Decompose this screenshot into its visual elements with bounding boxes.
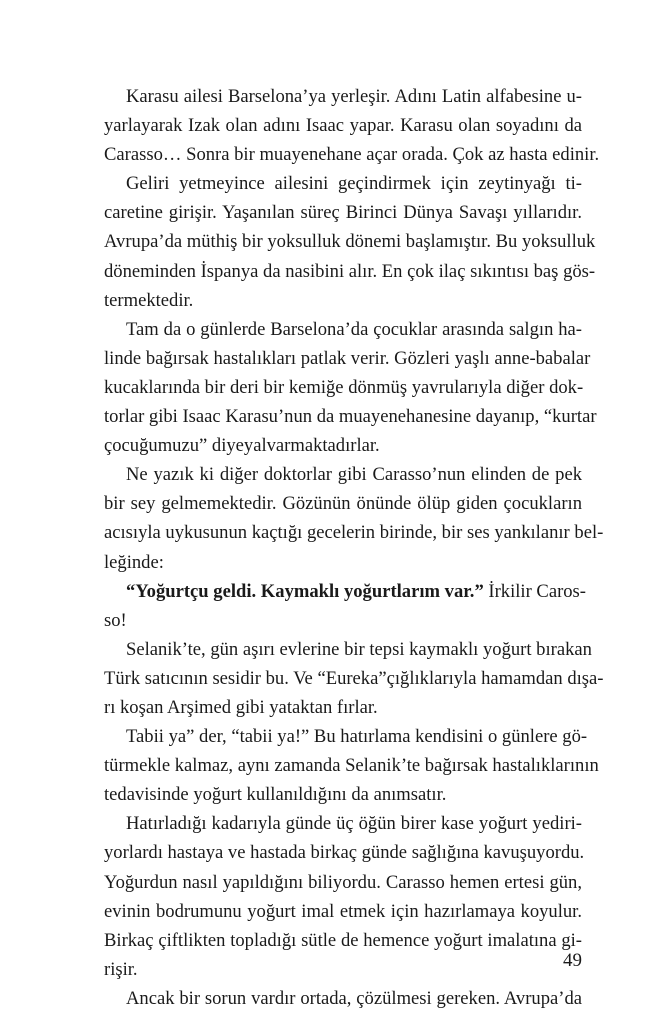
text-line: [104, 577, 586, 606]
text-line: [104, 111, 582, 140]
bold-quote: “Yoğurtçu geldi. Kaymaklı yoğurtlarım var.”: [126, 580, 484, 602]
text-line: [104, 809, 582, 838]
text-line: [104, 198, 582, 227]
text-line: [104, 431, 582, 460]
text-line: [104, 868, 582, 897]
text-line: [104, 693, 582, 722]
line-text: yorlardı hastaya ve hastada birkaç günde sağlığına kavuşuyordu.: [104, 842, 585, 864]
line-text: kucaklarında bir deri bir kemiğe dönmüş yavrularıyla diğer dok-: [104, 376, 584, 398]
line-text: bir sey gelmemektedir. Gözünün önünde ölüp giden çocukların: [104, 493, 582, 515]
line-text: Ancak bir sorun vardır ortada, çözülmesi gereken. Avrupa’da: [126, 987, 582, 1009]
line-text: tedavisinde yoğurt kullanıldığını da anımsatır.: [104, 784, 447, 806]
text-line: [104, 606, 582, 635]
text-line: [104, 780, 582, 809]
line-text: türmekle kalmaz, aynı zamanda Selanik’te bağırsak hastalıklarının: [104, 755, 599, 777]
text-line: [104, 169, 582, 198]
text-line: [104, 286, 582, 315]
line-text: Carasso… Sonra bir muayenehane açar orada. Çok az hasta edinir.: [104, 144, 600, 166]
line-text: Avrupa’da müthiş bir yoksulluk dönemi başlamıştır. Bu yoksulluk: [104, 231, 596, 253]
line-text: yarlayarak Izak olan adını Isaac yapar. Karasu olan soyadını da: [104, 115, 582, 137]
text-line: [104, 897, 582, 926]
text-line: [104, 257, 596, 286]
line-text: Hatırladığı kadarıyla günde üç öğün birer kase yoğurt yediri-: [126, 813, 582, 835]
line-text: Tam da o günlerde Barselona’da çocuklar arasında salgın ha-: [126, 318, 582, 340]
line-text: Geliri yetmeyince ailesini geçindirmek için zeytinyağı ti-: [126, 173, 582, 195]
line-text: so!: [104, 609, 127, 631]
text-line: [104, 926, 582, 955]
line-text: evinin bodrumunu yoğurt imal etmek için hazırlamaya koyulur.: [104, 900, 582, 922]
text-line: [104, 227, 596, 256]
body-text: [104, 82, 604, 1013]
text-line: [104, 838, 585, 867]
line-text: İrkilir Caros-: [483, 580, 586, 602]
line-text: Birkaç çiftlikten topladığı sütle de hemence yoğurt imalatına gi-: [104, 929, 582, 951]
text-line: [104, 344, 591, 373]
text-line: [104, 751, 599, 780]
text-line: [104, 82, 582, 111]
line-text: rı koşan Arşimed gibi yataktan fırlar.: [104, 696, 378, 718]
text-line: [104, 460, 582, 489]
line-text: Türk satıcının sesidir bu. Ve “Eureka”çığlıklarıyla hamamdan dışa-: [104, 667, 604, 689]
line-text: Selanik’te, gün aşırı evlerine bir tepsi kaymaklı yoğurt bırakan: [126, 638, 592, 660]
line-text: caretine girişir. Yaşanılan süreç Birinci Dünya Savaşı yıllarıdır.: [104, 202, 582, 224]
text-line: [104, 373, 582, 402]
line-text: Tabii ya” der, “tabii ya!” Bu hatırlama kendisini o günlere gö-: [126, 726, 588, 748]
text-line: [104, 518, 604, 547]
text-line: [104, 548, 582, 577]
text-line: [104, 489, 582, 518]
line-text: Ne yazık ki diğer doktorlar gibi Carasso’nun elinden de pek: [126, 464, 582, 486]
text-line: [104, 635, 592, 664]
line-text: Karasu ailesi Barselona’ya yerleşir. Adını Latin alfabesine u-: [126, 86, 582, 107]
line-text: termektedir.: [104, 289, 194, 311]
line-text: döneminden İspanya da nasibini alır. En çok ilaç sıkıntısı baş gös-: [104, 260, 596, 282]
text-line: [104, 984, 582, 1013]
line-text: acısıyla uykusunun kaçtığı gecelerin birinde, bir ses yankılanır bel-: [104, 522, 604, 544]
line-text: leğinde:: [104, 551, 164, 573]
line-text: linde bağırsak hastalıkları patlak verir. Gözleri yaşlı anne-babalar: [104, 347, 591, 369]
line-text: Yoğurdun nasıl yapıldığını biliyordu. Carasso hemen ertesi gün,: [104, 871, 582, 893]
text-line: [104, 955, 582, 984]
line-text: torlar gibi Isaac Karasu’nun da muayenehanesine dayanıp, “kurtar: [104, 406, 597, 428]
text-line: [104, 315, 582, 344]
text-line: [104, 140, 600, 169]
line-text: rişir.: [104, 958, 138, 980]
text-line: [104, 722, 588, 751]
text-line: [104, 664, 604, 693]
page-number: 49: [563, 950, 582, 971]
line-text: çocuğumuzu” diyeyalvarmaktadırlar.: [104, 435, 380, 457]
text-line: [104, 402, 597, 431]
